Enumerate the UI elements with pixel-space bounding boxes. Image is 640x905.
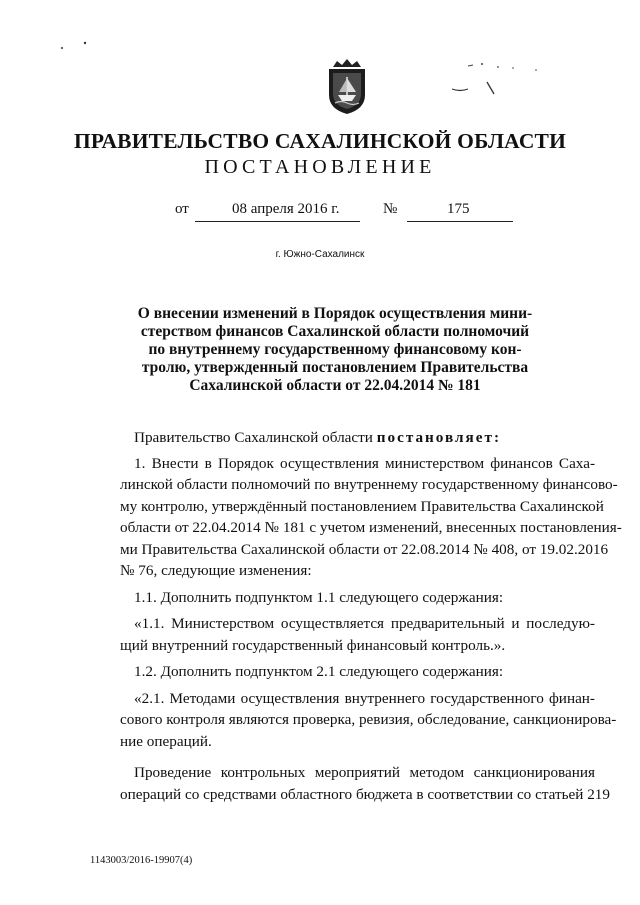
heading-line: тролю, утвержденный постановлением Правительства — [141, 359, 529, 376]
document-code: 1143003/2016-19907(4) — [90, 855, 193, 866]
coat-of-arms-icon — [325, 57, 369, 115]
scan-speck-marks — [56, 40, 96, 52]
body-line: области от 22.04.2014 № 181 с учетом изменений, внесенных постановления- — [120, 519, 622, 536]
body-line: 1. Внести в Порядок осуществления министерством финансов Саха- — [134, 454, 595, 472]
body-line: «2.1. Методами осуществления внутреннего государственного финан- — [134, 689, 595, 707]
body-line: операций со средствами областного бюджета в соответствии со статьей 219 — [120, 785, 610, 803]
scan-speck-marks — [440, 58, 550, 98]
body-line: линской области полномочий по внутреннему государственному финансово- — [120, 476, 618, 493]
heading-line: Сахалинской области от 22.04.2014 № 181 — [189, 377, 481, 394]
intro-text: Правительство Сахалинской области — [134, 429, 377, 446]
body-line: Проведение контрольных мероприятий методом санкционирования — [134, 764, 595, 781]
intro-paragraph — [120, 427, 595, 449]
document-date: 08 апреля 2016 г. — [232, 201, 340, 217]
body-line: 1.1. Дополнить подпунктом 1.1 следующего содержания: — [134, 588, 504, 606]
body-line: му контролю, утверждённый постановлением Правительства Сахалинской — [120, 497, 604, 515]
document-type: ПОСТАНОВЛЕНИЕ — [204, 156, 436, 178]
date-prefix: от — [175, 201, 189, 217]
heading-line: О внесении изменений в Порядок осуществления мини- — [137, 305, 533, 322]
heading-line: по внутреннему государственному финансовому кон- — [148, 341, 522, 358]
city-label: г. Южно-Сахалинск — [275, 249, 365, 260]
body-line: ние операций. — [120, 732, 212, 750]
document-number: 175 — [447, 201, 470, 217]
resolution-keyword: постановляет: — [376, 429, 502, 446]
government-title: ПРАВИТЕЛЬСТВО САХАЛИНСКОЙ ОБЛАСТИ — [73, 129, 567, 153]
body-line: «1.1. Министерством осуществляется предварительный и последую- — [134, 615, 595, 632]
body-line: 1.2. Дополнить подпунктом 2.1 следующего содержания: — [134, 663, 504, 680]
document-heading — [130, 305, 540, 395]
body-line: сового контроля являются проверка, ревизия, обследование, санкционирова- — [120, 711, 617, 728]
body-line: ми Правительства Сахалинской области от 22.08.2014 № 408, от 19.02.2016 — [120, 540, 609, 558]
body-line: № 76, следующие изменения: — [120, 562, 312, 579]
date-underline — [195, 221, 360, 222]
heading-line: стерством финансов Сахалинской области полномочий — [140, 323, 530, 340]
document-body — [120, 427, 622, 805]
number-sign: № — [383, 201, 398, 217]
body-line: щий внутренний государственный финансовый контроль.». — [120, 636, 506, 654]
number-underline — [407, 221, 513, 222]
